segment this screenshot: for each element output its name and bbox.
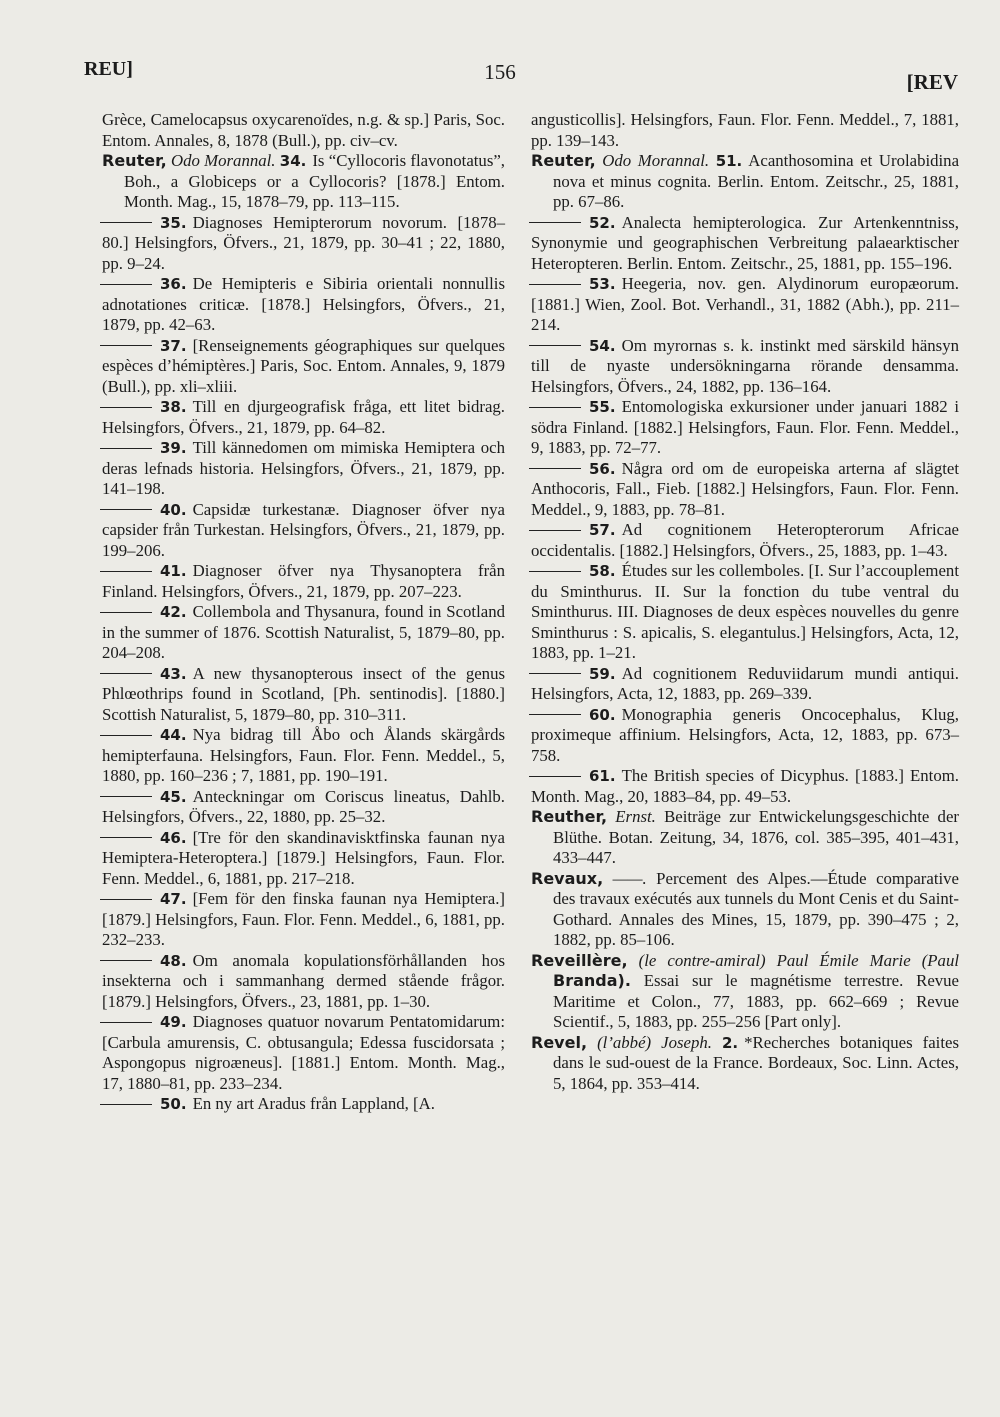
bibliography-entry [531, 397, 959, 459]
author-name: Reuter, [531, 151, 596, 170]
entry-text: Ad cognitionem Heteropterorum Africae occidentalis. [1882.] Helsingfors, Öfvers., 25, 1883, pp. 1–43. [531, 520, 959, 560]
author-name: Reveillère, [531, 950, 628, 970]
bibliography-entry [531, 664, 959, 705]
entry-text: Diagnoses quatuor novarum Pentatomidarum: [Carbula amurensis, C. obtusangula; Edessa fuscidorsata ; Aspongopus nigroæneus]. [1881.] Entom. Month. Mag., 17, 1880–81, pp. 233–234. [102, 1012, 505, 1093]
author-entry [531, 807, 959, 869]
entry-number: 44. [160, 726, 187, 744]
bibliography-entry [102, 828, 505, 890]
bibliography-entry [102, 602, 505, 664]
bibliography-entry [102, 951, 505, 1013]
entry-number: 48. [160, 951, 187, 970]
entry-continuation [531, 110, 959, 151]
ditto-dash [100, 612, 152, 613]
entry-text: Monographia generis Oncocephalus, Klug, proximeque affinium. Helsingfors, Acta, 12, 1883, pp. 673–758. [531, 704, 959, 765]
entry-number: 52. [589, 213, 616, 232]
left-column [102, 110, 505, 1115]
entry-number: 39. [160, 439, 187, 457]
entry-text: Heegeria, nov. gen. Alydinorum europæorum. [1881.] Wien, Zool. Bot. Verhandl., 31, 1882 (Abh.), pp. 211–214. [531, 274, 959, 334]
running-head-left: REU] [84, 58, 133, 80]
bibliography-entry [531, 561, 959, 664]
entry-number: 40. [160, 500, 187, 519]
author-entry [531, 869, 959, 951]
entry-number: 49. [160, 1013, 187, 1031]
author-entry [531, 951, 959, 1033]
entry-text: Capsidæ turkestanæ. Diagnoser öfver nya capsider från Turkestan. Helsingfors, Öfvers., 21, 1879, pp. 199–206. [102, 499, 505, 560]
bibliography-entry [102, 1012, 505, 1094]
bibliography-entry [102, 725, 505, 787]
ditto-dash [529, 673, 581, 674]
entry-number: 35. [160, 213, 187, 232]
entry-number: 61. [589, 767, 616, 785]
entry-number: 47. [160, 890, 187, 908]
entry-number: 51. [715, 152, 743, 170]
entry-text: Grèce, Camelocapsus oxycarenoïdes, n.g. & sp.] Paris, Soc. Entom. Annales, 8, 1878 (Bull.), pp. civ–cv. [102, 110, 505, 150]
running-head-right: [REV [906, 70, 958, 94]
author-name: Reuther, [531, 807, 608, 826]
entry-text: Collembola and Thysanura, found in Scotland in the summer of 1876. Scottish Naturalist, 5, 1879–80, pp. 204–208. [102, 602, 505, 662]
bibliography-entry [531, 520, 959, 561]
ditto-dash [100, 222, 152, 223]
page-number: 156 [484, 60, 516, 84]
bibliography-entry [102, 438, 505, 500]
ditto-dash [529, 714, 581, 715]
bibliography-entry [531, 705, 959, 767]
entry-number: 54. [589, 336, 616, 355]
bibliography-entry [531, 274, 959, 336]
entry-text: De Hemipteris e Sibiria orientali nonnullis adnotationes criticæ. [1878.] Helsingfors, Öfvers., 21, 1879, pp. 42–63. [102, 274, 505, 334]
ditto-dash [100, 509, 152, 510]
ditto-dash [100, 284, 152, 285]
bibliography-entry [102, 274, 505, 336]
bibliography-entry [102, 889, 505, 951]
entry-number: 57. [589, 521, 616, 539]
entry-text: Beiträge zur Entwickelungsgeschichte der Blüthe. Botan. Zeitung, 34, 1876, col. 385–395, 401–431, 433–447. [553, 807, 959, 867]
entry-text: Några ord om de europeiska arterna af slägtet Anthocoris, Fall., Fieb. [1882.] Helsingfors, Faun. Flor. Fenn. Meddel., 9, 1883, pp. 78–81. [531, 458, 959, 519]
author-forename: (l’abbé) Joseph. [597, 1032, 712, 1052]
bibliography-entry [531, 336, 959, 398]
author-forename: Ernst. [615, 807, 656, 826]
entry-text: Anteckningar om Coriscus lineatus, Dahlb. Helsingfors, Öfvers., 22, 1880, pp. 25–32. [102, 786, 505, 826]
ditto-dash [100, 899, 152, 900]
ditto-dash [529, 345, 581, 346]
ditto-dash [100, 735, 152, 736]
ditto-dash [100, 448, 152, 449]
entry-text: Is “Cyllocoris flavonotatus”, Boh., a Globiceps or a Cyllocoris? [1878.] Entom. Month. Mag., 15, 1878–79, pp. 113–115. [124, 151, 505, 211]
ditto-dash [529, 776, 581, 777]
entry-number: 56. [589, 459, 616, 478]
bibliography-entry [102, 213, 505, 275]
ditto-dash [529, 530, 581, 531]
author-entry [531, 151, 959, 213]
entry-text: A new thysanopterous insect of the genus Phlœothrips found in Scotland, [Ph. sentinodis]. [1880.] Scottish Naturalist, 5, 1879–80, pp. 310–311. [102, 663, 505, 724]
ditto-dash [529, 222, 581, 223]
bibliography-entry [102, 336, 505, 398]
entry-number: 45. [160, 787, 187, 806]
entry-number: 46. [160, 828, 187, 847]
entry-text: Ad cognitionem Reduviidarum mundi antiqui. Helsingfors, Acta, 12, 1883, pp. 269–339. [531, 663, 959, 703]
entry-text: Études sur les collemboles. [I. Sur l’accouplement du Sminthurus. II. Sur la fonction du tube ventral du Sminthurus. III. Diagnoses de deux espèces nouvelles du genre Sminthurus : S. apicalis, S. elegantulus.] Helsingfors, Acta, 12, 1883, pp. 1–21. [531, 561, 959, 662]
entry-text: Entomologiska exkursioner under januari 1882 i södra Finland. [1882.] Helsingfors, Faun. Flor. Fenn. Meddel., 9, 1883, pp. 72–77. [531, 397, 959, 457]
author-forename: (le contre-amiral) Paul Émile Marie (Paul [638, 950, 959, 970]
author-forename: Odo Morannal. [170, 151, 276, 170]
entry-number: 34. [279, 152, 307, 170]
ditto-dash [100, 407, 152, 408]
bibliography-entry [102, 500, 505, 562]
ditto-dash [100, 960, 152, 961]
author-name: Revel, [531, 1032, 588, 1052]
bibliography-entry [102, 664, 505, 726]
ditto-dash [100, 837, 152, 838]
entry-text: Diagnoses Hemipterorum novorum. [1878–80.] Helsingfors, Öfvers., 21, 1879, pp. 30–41 ; 22, 1880, pp. 9–24. [102, 212, 505, 273]
ditto-dash [529, 284, 581, 285]
entry-text: Acanthosomina et Urolabidina nova et minus cognita. Berlin. Entom. Zeitschr., 25, 1881, pp. 67–86. [553, 151, 960, 211]
entry-text: Om anomala kopulationsförhållanden hos insekterna och i sammanhang dermed stående frågor. [1879.] Helsingfors, Öfvers., 23, 1881, pp. 1–30. [102, 950, 505, 1011]
ditto-dash [529, 468, 581, 469]
entry-text: angusticollis]. Helsingfors, Faun. Flor. Fenn. Meddel., 7, 1881, pp. 139–143. [531, 110, 959, 150]
author-name: Revaux, [531, 868, 604, 888]
ditto-dash [100, 1022, 152, 1023]
entry-number: 43. [160, 664, 187, 683]
entry-text: [Renseignements géographiques sur quelques espèces d’hémiptères.] Paris, Soc. Entom. Annales, 9, 1879 (Bull.), pp. xli–xliii. [102, 335, 505, 396]
bibliography-entry [531, 213, 959, 275]
entry-number: 50. [160, 1095, 187, 1113]
ditto-dash [529, 407, 581, 408]
entry-number: 58. [589, 562, 616, 580]
entry-number: 55. [589, 398, 616, 416]
entry-number: 42. [160, 603, 187, 621]
right-column [531, 110, 959, 1094]
entry-number: 37. [160, 336, 187, 355]
ditto-dash [529, 571, 581, 572]
entry-number: 41. [160, 562, 187, 580]
bibliography-entry [531, 459, 959, 521]
entry-text: Essai sur le magnétisme terrestre. Revue Maritime et Colon., 77, 1883, pp. 662–669 ; Revue Scientif., 5, 1883, pp. 255–256 [Part only]. [553, 971, 960, 1031]
entry-number: 60. [589, 705, 616, 724]
entry-text: Till kännedomen om mimiska Hemiptera och deras lefnads historia. Helsingfors, Öfvers., 21, 1879, pp. 141–198. [102, 438, 505, 498]
bibliography-entry [102, 397, 505, 438]
author-name: Reuter, [102, 151, 167, 170]
bibliography-entry [102, 787, 505, 828]
entry-text: Till en djurgeografisk fråga, ett litet bidrag. Helsingfors, Öfvers., 21, 1879, pp. 64–82. [102, 397, 505, 437]
entry-text: Om myrornas s. k. instinkt med särskild hänsyn till de nyaste undersökningarna rörande densamma. Helsingfors, Öfvers., 24, 1882, pp. 136–164. [531, 335, 959, 396]
entry-text: *Recherches botaniques faites dans le sud-ouest de la France. Bordeaux, Soc. Linn. Actes, 5, 1864, pp. 353–414. [553, 1032, 959, 1093]
entry-text: The British species of Dicyphus. [1883.] Entom. Month. Mag., 20, 1883–84, pp. 49–53. [531, 766, 959, 806]
ditto-dash [100, 673, 152, 674]
entry-number: 2. [722, 1033, 739, 1052]
entry-text: En ny art Aradus från Lappland, [A. [192, 1094, 435, 1113]
entry-number: 53. [589, 275, 616, 293]
ditto-dash [100, 571, 152, 572]
bibliography-entry [531, 766, 959, 807]
entry-text: Diagnoser öfver nya Thysanoptera från Finland. Helsingfors, Öfvers., 21, 1879, pp. 207–223. [102, 561, 505, 601]
entry-number: 36. [160, 275, 187, 293]
entry-number: 59. [589, 664, 616, 683]
entry-text: [Tre för den skandinavisktfinska faunan nya Hemiptera-Heteroptera.] [1879.] Helsingfors, Faun. Flor. Fenn. Meddel., 6, 1881, pp. 217–218. [102, 827, 505, 888]
entry-text: Percement des Alpes.—Étude comparative des travaux exécutés aux tunnels du Mont Cenis et du Saint-Gothard. Annales des Mines, 15, 1879, pp. 390–475 ; 2, 1882, pp. 85–106. [553, 868, 960, 949]
author-entry [531, 1033, 959, 1095]
bibliography-entry [102, 1094, 505, 1115]
author-name-alias: Branda). [553, 971, 631, 990]
author-forename: Odo Morannal. [602, 151, 710, 170]
entry-text: Nya bidrag till Åbo och Ålands skärgårds hemipterfauna. Helsingfors, Faun. Flor. Fenn. Meddel., 5, 1880, pp. 160–236 ; 7, 1881, pp. 190–191. [102, 725, 505, 785]
ditto-dash [100, 796, 152, 797]
entry-number: 38. [160, 398, 187, 416]
bibliography-entry [102, 561, 505, 602]
entry-text: [Fem för den finska faunan nya Hemiptera.] [1879.] Helsingfors, Faun. Flor. Fenn. Meddel., 6, 1881, pp. 232–233. [102, 889, 505, 949]
ditto-dash [100, 345, 152, 346]
entry-text: Analecta hemipterologica. Zur Artenkenntniss, Synonymie und geographischen Verbreitung palaearktischer Heteropteren. Berlin. Entom. Zeitschr., 25, 1881, pp. 155–196. [531, 212, 959, 273]
author-entry [102, 151, 505, 213]
author-forename: ——. [612, 868, 647, 888]
ditto-dash [100, 1104, 152, 1105]
entry-continuation [102, 110, 505, 151]
